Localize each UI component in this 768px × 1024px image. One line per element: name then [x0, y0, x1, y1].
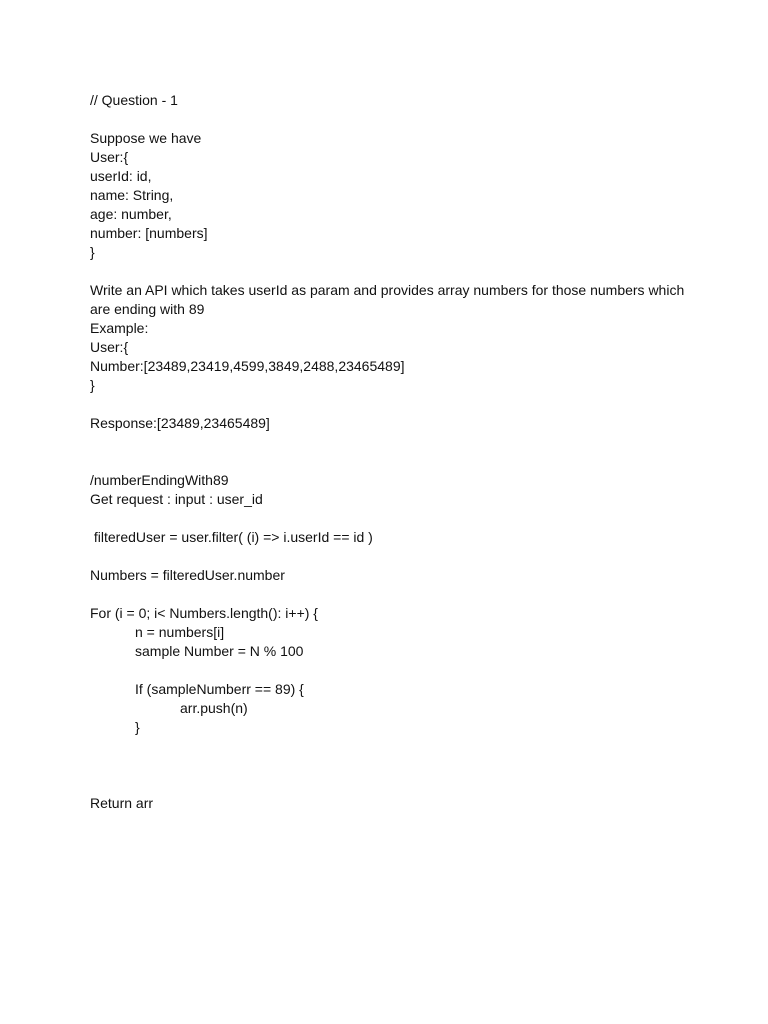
code-filter-line: filteredUser = user.filter( (i) => i.userId == id ): [90, 529, 373, 545]
blank-line: [90, 509, 690, 528]
blank-line: [90, 661, 690, 680]
blank-line: [90, 547, 690, 566]
response-text: Response:[23489,23465489]: [90, 415, 270, 431]
blank-line: [90, 756, 690, 775]
schema-line: age: number,: [90, 206, 172, 222]
blank-line: [90, 110, 690, 129]
example-line: User:{: [90, 339, 129, 355]
example-label: Example:: [90, 320, 149, 336]
example-line: Number:[23489,23419,4599,3849,2488,23465489]: [90, 358, 405, 374]
code-sample-line: sample Number = N % 100: [135, 643, 304, 659]
blank-line: [90, 262, 690, 281]
endpoint-text: /numberEndingWith89: [90, 472, 229, 488]
code-n-line: n = numbers[i]: [135, 624, 225, 640]
schema-line: name: String,: [90, 187, 174, 203]
code-if-line: If (sampleNumberr == 89) {: [135, 681, 304, 697]
blank-line: [90, 452, 690, 471]
code-numbers-line: Numbers = filteredUser.number: [90, 567, 285, 583]
question-heading: // Question - 1: [90, 92, 178, 108]
schema-line: User:{: [90, 149, 129, 165]
schema-line: userId: id,: [90, 168, 152, 184]
schema-line: number: [numbers]: [90, 225, 208, 241]
code-close-line: }: [135, 719, 140, 735]
task-text: Write an API which takes userId as param and provides array numbers for those numbers which are ending with 89: [90, 282, 685, 317]
intro-text: Suppose we have: [90, 130, 202, 146]
example-line: }: [90, 377, 95, 393]
code-push-line: arr.push(n): [180, 700, 248, 716]
blank-line: [90, 585, 690, 604]
blank-line: [90, 433, 690, 452]
code-return-line: Return arr: [90, 795, 154, 811]
document-body: [90, 91, 690, 813]
schema-line: }: [90, 244, 95, 260]
code-for-line: For (i = 0; i< Numbers.length(): i++) {: [90, 605, 318, 621]
blank-line: [90, 395, 690, 414]
blank-line: [90, 737, 690, 756]
request-text: Get request : input : user_id: [90, 491, 263, 507]
blank-line: [90, 775, 690, 794]
